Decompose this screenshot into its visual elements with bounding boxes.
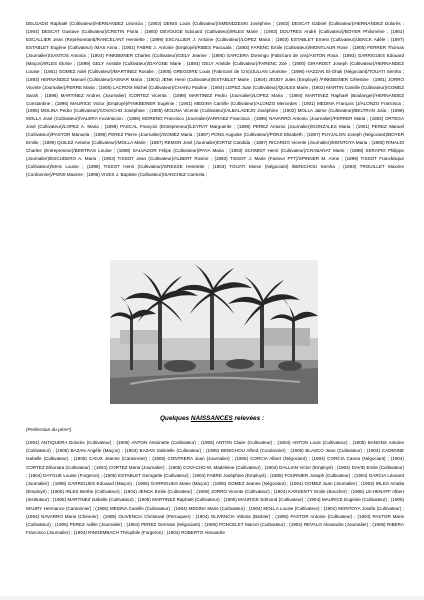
page-bottom-edge <box>0 596 424 600</box>
caption-suffix: relevées : <box>232 415 265 422</box>
births-section-title <box>0 415 424 422</box>
births-subtitle: (Profession du père*) <box>26 428 72 433</box>
caption-prefix: Quelques <box>159 415 191 422</box>
palm-tree-square-photo <box>110 260 318 404</box>
caption-underlined: NAISSANCES <box>190 415 233 422</box>
deaths-marriages-list: DELGADO Raphaël (Cultivateur)/HERNANDEZ Léonicia ; (1902) DENIS Louis (Cultivateur)/SMENDZESKI Joséphine ; (1902) DESCAT Gabriel (Cultivateur)/HERNANDEZ Dolorès ; (1904) DESCAT Gustave (Cultivateur)/CRETIN Floria ; (1893) DEVOUGE Edouard (Cultivateur)/IRLES Marie ; (1903) DOUTRES André (Cultivateur)/BOYER Philomène ; (1902) ESCALLIER Jean (Représentant)/RANCELANT Henriette ; (1899) ESCALLIER J. Antoine (Cultivateur)/LOPEZ Maria ; (1903) ESTABLET Ernest (Cultivateur)/JENCK Adèle ; (1897) ESTABLET Eugène (Cultivateur) /MAS Anna ; (1901) FABRE J. Antoine (Employé)/RIBES Pascuala ; (1893) FARENC Emile (Cultivateur)/MONTLAUR Rose ; (1905) FERRER Thomas (Journalier)/SANTOS Antonia ; (1904) FINKBEINER Charles (Cultivateur)/GELY Jeanne ; (1895) GARCERA Domingo (Fabricant de cris)/ANTON Rosa ; (1893) GARRIGUES Edouard (Maçon)/IRLES Eloïse ; (1899) GELY Aristide (Cultivateur)/DAYGNE Marie ; (1893) GELY Aristide (Cultivateur)/FARENC Zoé ; (1900) GIRARDET Joseph (Cultivateur)/HERNANDEZ Louise ; (1901) GOMEZ Adel (Cultivateur)/MARTINEZ Rosalie ; (1905) GREGOIRE Louis (Fabricant de Crin)/JULIAN Léontine ; (1896) HAZZAN El-Ghali (Négociant)/TOUATI Semha ; (1893) HERNANDEZ Manuel (Cultivateur)/ASNAR Maria ; (1901) JENK Henri (Cultivateur)/ESTABLET Marie ; (1904) JEUDY Jules (Employé) /FINKBEINER Célestine ; (1901) JORRO Vicente (Journalier)/FERRE Maria ; (1905) LACROIX Michel (Cultivateur)/CHANU Pauline ; (1904) LOPEZ Juan (Cultivateur)/QUILES Marie ; (1902) MARTIN Camille (Cultivateur)/GOMEZ Sarah ; (1896) MARTINEZ Andres (Journalier) /CORTEZ Vicenta ; (1898) MARTINEZ Pedro (Journalier)/LOPEZ Maria ; (1894) MARTINEZ Raphaël (Boulanger)/HERNANDEZ Constantine ; (1896) MAURICE Victor (Employé)/FINKBEINER Eugénie ; (1901) MEDINA Camille (Cultivateur)/ALONZO Mercedes ; (1901) MEDINA François (J/ALONZO Francisca ; (1905) MOLINA Pedro (Cultivateur)/COVACHO Joséphine ; (1905) MOLINA Vicente (Cultivateur)/ALBALADEJO Joséphine ; (1902) MOLLA Jaime (Cultivateur)/BELTRAN Julia ; (1898) MOLLA José (Cultivateur)/VALERA Incarnacion ; (1895) MORENO Francisco (Journalier)/ARRAEZ Francisca ; (1896) NAVARRO Antonio (Journalier)/FERRER Maria ; (1893) ORTEGA José (Cultivateur)/LOPEZ A. Maria ; (1899) PASCAL François (Entrepreneur)/LEYRAT Marguerite ; (1896) PEREZ Antonio (Journalier)/GONZALES Maria ; (1901) PEREZ Manuel (Cultivateur)/PASTOR Manuela ; (1896) PEREZ Pierre (Journalier)/GOMEZ Maria ; (1897) PONS Auguste (Cultivateur)/PONS Elisabeth ; (1897) PUYJALON Joseph (Négociant)/BOYER Emilie ; (1899) QUILEZ Antoine (Cultivateur)/MOLLA Marie ; (1897) REMON José (Journalier)/ORTIZ Candida ; (1897) RICARDO Vicente (Journalier)/MONTOYA Maria ; (1905) RINALDI Charles (Entrepreneur)/BERTRAS Louise ; (1898) SALVADOR Felipe (Cultivateur)/PAYA Maria ; (1903) SCHMIDT Henri (Cultivateur)/CRABANAT Marie ; (1898) SERAPIO Philippe (Journalier)/ESCUDERO A. Maria ; (1903) TISSOT Jean (Cultivateur)/ALBERT Rosine ; (1893) TISSOT J. Marie (Facteur PTT)/SPINNER M. Anne ; (1899) TISSOT Franckisque (Cultivateur)/MAS Louise ; (1898) TISSOT Henri (Cultivateur)/GRESSE Henriette ; (1903) TOUATI Moïse (Négociant) /BENICHOU Semha ; (1893) TROUILLET Maxime (Cordonnier)/PONS Maxime ; (1896) VIVES J. Baptiste (Cultivateur)/SANCHEZ Carmela ; <box>26 21 404 178</box>
births-list: (1904) ANTIQUERA Dolorès (Cultivateur) ; (1905) ANTON Antoinette (Cultivateur) ; (1905) ANTON Claire (Cultivateur) ; (1904) ANTON Louis (Cultivateur) ; (1905) BANONS Antoine (Cultivateur) ; (1905) BAZAN Angèle (Maçon) ; (1904) BAZAN Gabrielle (Cultivateur) ; (1905) BENICHOU Alfred (Cordonnier) ; (1905) BLASCO Jean (Cultivateur) ; (1904) CADENNE Isabelle (Cultivateur) ; (1905) CAIUX Jeanne (Cantonnier) ; (1905) CONTRERA Juan (Journalier) ; (1905) CORCIA Albert (Négociant) ; (1904) CORCIA Canna (Négociant) ; (1904) CORTEZ Eléonara (Cultivateur) ; (1904) CORTEZ Maria (Journalier) ; (1905) COVACHO M. Madeleine (Cultivateur) ; (1904) DALLIAN Victor (Employé) ; (1904) DAVID Emile (Cultivateur) ; (1904) DAYGUE Louise (Forgeron) ; (1905) ESTABLET Georgette (Cultivateur) ; (1904) FABRE Joséphine (Employé) ; (1905) FOURNIER Joseph (Cultivateur) ; (1904) GARCIA Léonard (Journalier) ; (1905) GARRIGUES Edouard (Maçon) ; (1905) GARRIGUES Marie (Maçon) ; (1905) GOMEZ Jeanne (Négociant) ; (1904) GOMEZ Juan (Journalier) ; (1904) IRLES Amalia (Employé) ; (1905) IRLES Berthe (Cultivateur) ; (1904) JENCK Emile (Cultivateur) ; (1905) JORRO Vicente (Cultivateur) ; (1904) KARSENTY Etoile (Boucher) ; (1905) LE-HENAFF Albert (Instituteur) ; (1905) MARTINEZ Isabelle (Cultivateur) ; (1905) MARTINEZ Raphaël (Cultivateur) ; (1905) MAURICE Edmond (Cultivateur) ; (1904) MAURICE Eugénie (Cultivateur) ; (1905) MAURY Hermance (Cantonnier) ; (1905) MEDINA Camille (Cultivateur) ; (1904) MEDINA Marie (Cultivateur) ; (1904) MOLLA Louise (Cultivateur) ; (1904) MONTOYA Josefa (Cultivateur) ; (1904) NAVARRO Maria (Chevrier) ; (1905) OLIVENCIA Christoval (Perruquier) ; (1904) OLIVENCIA Vittoria (Barbier) ; (1905) PASTOR Antoine (Cultivateur) ; (1904) PASTOR Marie (Cultivateur) ; (1905) PEREZ Adèle (Journalier) ; (1904) PEREZ Germain (Négociant) ; (1905) PONCELET Marcel (Cultivateur) ; (1904) REVALO Alexandre (Journalier) ; (1905) RIBERA Francisco (Journalier) ; (1904) RINGEMBACH Théophile (Forgeron) ; (1904) ROBERTO Alexandre <box>26 440 404 536</box>
